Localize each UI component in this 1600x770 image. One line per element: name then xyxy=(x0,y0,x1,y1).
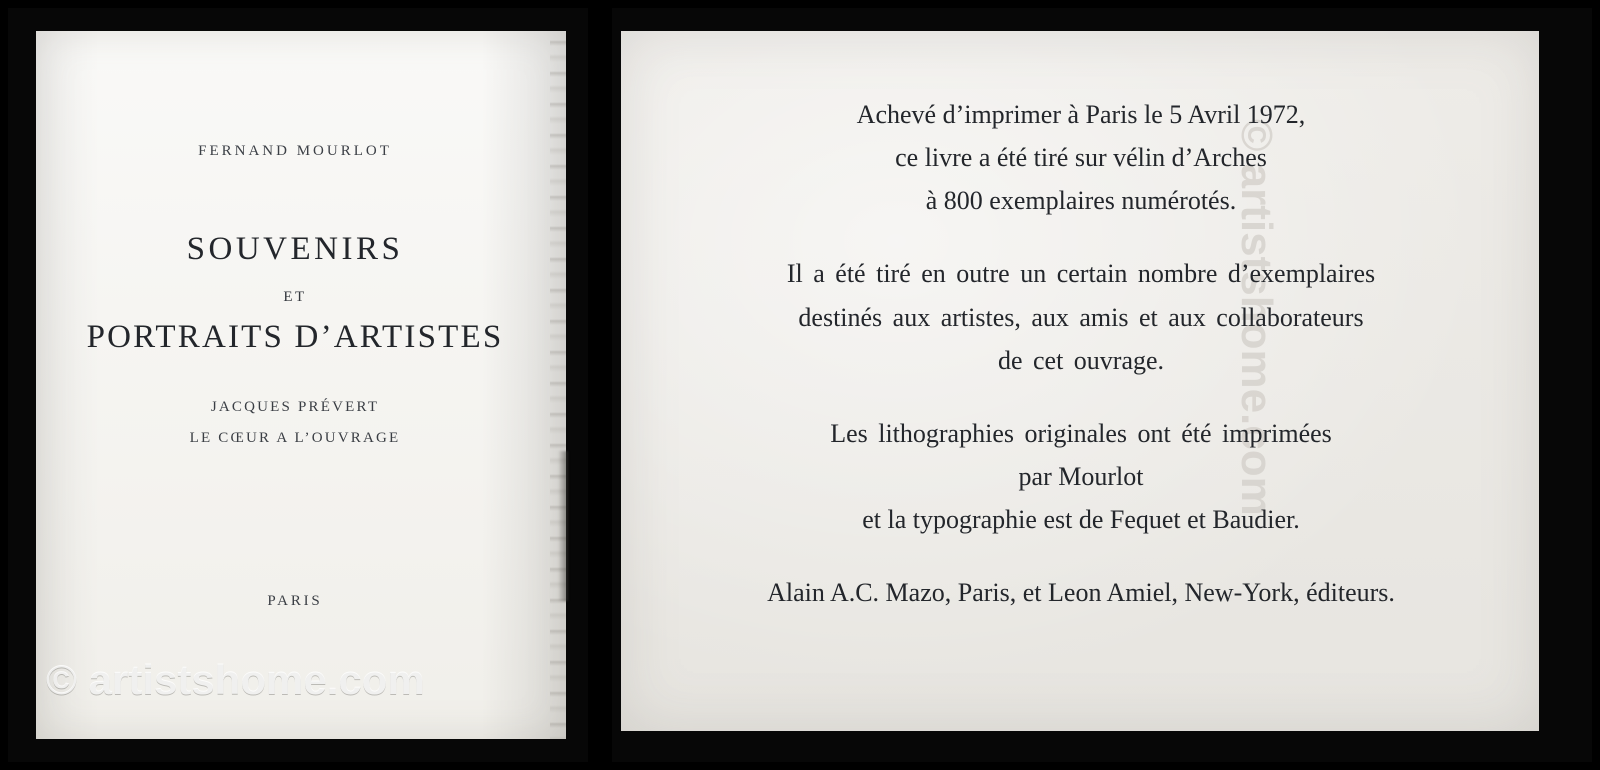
colophon-line: à 800 exemplaires numérotés. xyxy=(925,186,1237,216)
right-photo-panel xyxy=(612,8,1592,762)
book-title-line-2: PORTRAITS D’ARTISTES xyxy=(86,319,504,355)
book-title-conjunction: ET xyxy=(283,289,307,305)
imprint-city: PARIS xyxy=(267,593,323,609)
colophon-line: Il a été tiré en outre un certain nombre d’exemplaires xyxy=(786,259,1376,289)
contributor-name: JACQUES PRÉVERT xyxy=(210,399,380,415)
colophon-line: et la typographie est de Fequet et Baudier. xyxy=(862,505,1300,535)
colophon-line: Alain A.C. Mazo, Paris, et Leon Amiel, New-York, éditeurs. xyxy=(767,578,1395,608)
title-page-text-block xyxy=(36,31,554,739)
book-author: FERNAND MOURLOT xyxy=(198,143,392,159)
colophon-paragraph-1 xyxy=(681,93,1481,222)
colophon-line: Achevé d’imprimer à Paris le 5 Avril 1972, xyxy=(856,100,1306,129)
colophon-line: ce livre a été tiré sur vélin d’Arches xyxy=(895,143,1267,173)
colophon-line: de cet ouvrage. xyxy=(997,345,1165,375)
colophon-line: destinés aux artistes, aux amis et aux collaborateurs xyxy=(798,302,1364,332)
watermark-right: © artistshome.com xyxy=(1232,119,1281,516)
colophon-paragraph-2 xyxy=(681,252,1481,381)
colophon-page xyxy=(621,31,1539,731)
book-title-line-1: SOUVENIRS xyxy=(186,231,404,267)
colophon-line: Les lithographies originales ont été imprimées xyxy=(830,418,1332,448)
watermark-left: © artistshome.com xyxy=(46,656,425,703)
contribution-title: LE CŒUR A L’OUVRAGE xyxy=(189,430,401,446)
colophon-line: par Mourlot xyxy=(1018,462,1144,492)
colophon-paragraph-4 xyxy=(681,571,1481,614)
left-photo-panel xyxy=(8,8,588,762)
title-page xyxy=(36,31,566,739)
colophon-paragraph-3 xyxy=(681,412,1481,541)
deckle-shadow xyxy=(558,451,568,601)
colophon-text-block xyxy=(681,93,1481,615)
